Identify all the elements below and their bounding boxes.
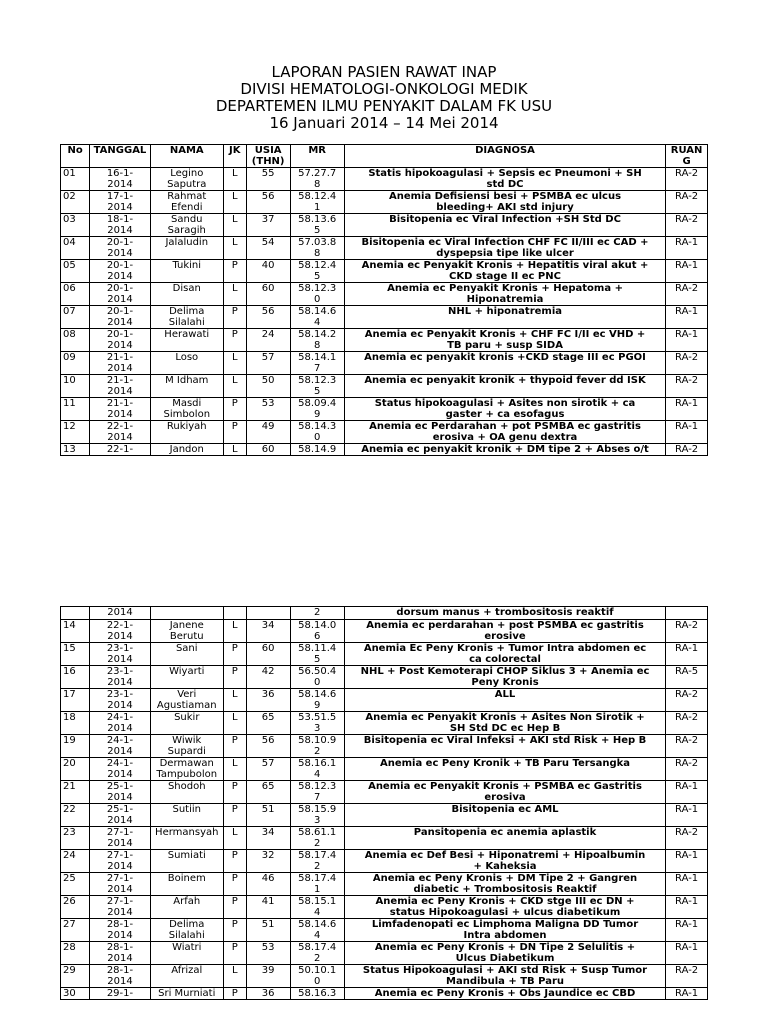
cell-mr: 58.12.3 7	[290, 781, 344, 804]
cell-nama: Veri Agustiaman	[150, 689, 223, 712]
table-row	[61, 666, 708, 689]
cell-usia: 40	[246, 260, 290, 283]
table-row	[61, 398, 708, 421]
cell-diagnosa: ALL	[344, 689, 665, 712]
cell-tanggal: 27-1- 2014	[90, 873, 151, 896]
cell-mr: 58.14.2 8	[290, 329, 344, 352]
cell-no: 26	[61, 896, 90, 919]
cell-jk: P	[223, 643, 246, 666]
cell-usia: 57	[246, 352, 290, 375]
cell-jk: P	[223, 873, 246, 896]
table-row	[61, 712, 708, 735]
cell-jk: P	[223, 398, 246, 421]
cell-mr: 58.16.3	[290, 988, 344, 1000]
cell-nama: Wiwik Supardi	[150, 735, 223, 758]
cell-jk: P	[223, 850, 246, 873]
cell-diagnosa: Anemia ec Peny Kronis + DN Tipe 2 Selulitis + Ulcus Diabetikum	[344, 942, 665, 965]
table-row	[61, 444, 708, 456]
cell-mr: 58.14.9	[290, 444, 344, 456]
cell-diagnosa: NHL + Post Kemoterapi CHOP Siklus 3 + Anemia ec Peny Kronis	[344, 666, 665, 689]
cell-usia	[246, 607, 290, 620]
cell-jk: P	[223, 781, 246, 804]
cell-diagnosa: Anemia ec Peny Kronis + CKD stge III ec DN + status Hipokoagulasi + ulcus diabetikum	[344, 896, 665, 919]
cell-tanggal: 23-1- 2014	[90, 643, 151, 666]
cell-usia: 46	[246, 873, 290, 896]
cell-mr: 58.17.4 1	[290, 873, 344, 896]
column-header-nama: NAMA	[150, 145, 223, 168]
cell-no: 12	[61, 421, 90, 444]
cell-mr: 58.12.3 5	[290, 375, 344, 398]
cell-mr: 58.11.4 5	[290, 643, 344, 666]
cell-diagnosa: Status hipokoagulasi + Asites non sirotik + ca gaster + ca esofagus	[344, 398, 665, 421]
cell-no: 09	[61, 352, 90, 375]
cell-usia: 37	[246, 214, 290, 237]
cell-tanggal: 24-1- 2014	[90, 735, 151, 758]
table-row	[61, 260, 708, 283]
cell-diagnosa: Anemia ec Penyakit Kronis + Hepatoma + Hiponatremia	[344, 283, 665, 306]
cell-tanggal: 21-1- 2014	[90, 352, 151, 375]
cell-no: 24	[61, 850, 90, 873]
cell-diagnosa: Anemia ec perdarahan + post PSMBA ec gastritis erosive	[344, 620, 665, 643]
column-header-usia: USIA (THN)	[246, 145, 290, 168]
table-row	[61, 352, 708, 375]
cell-nama: Hermansyah	[150, 827, 223, 850]
cell-tanggal: 21-1- 2014	[90, 398, 151, 421]
cell-jk: L	[223, 712, 246, 735]
cell-mr: 53.51.5 3	[290, 712, 344, 735]
cell-mr: 57.03.8 8	[290, 237, 344, 260]
cell-ruang: RA-2	[666, 620, 708, 643]
cell-diagnosa: Anemia ec Peny Kronik + TB Paru Tersangka	[344, 758, 665, 781]
cell-mr: 56.50.4 0	[290, 666, 344, 689]
cell-mr: 57.27.7 8	[290, 168, 344, 191]
cell-mr: 58.17.4 2	[290, 942, 344, 965]
column-header-tanggal: TANGGAL	[90, 145, 151, 168]
cell-usia: 50	[246, 375, 290, 398]
cell-tanggal: 22-1- 2014	[90, 620, 151, 643]
cell-ruang: RA-2	[666, 352, 708, 375]
cell-tanggal: 21-1- 2014	[90, 375, 151, 398]
cell-ruang: RA-1	[666, 398, 708, 421]
cell-ruang: RA-2	[666, 965, 708, 988]
cell-tanggal: 25-1- 2014	[90, 804, 151, 827]
cell-nama: Sandu Saragih	[150, 214, 223, 237]
cell-ruang: RA-1	[666, 781, 708, 804]
cell-diagnosa: Status Hipokoagulasi + AKI std Risk + Susp Tumor Mandibula + TB Paru	[344, 965, 665, 988]
table-header-row	[61, 145, 708, 168]
cell-tanggal: 18-1- 2014	[90, 214, 151, 237]
cell-tanggal: 16-1- 2014	[90, 168, 151, 191]
cell-ruang: RA-2	[666, 712, 708, 735]
cell-nama: Shodoh	[150, 781, 223, 804]
cell-no: 04	[61, 237, 90, 260]
cell-jk: L	[223, 444, 246, 456]
cell-ruang: RA-1	[666, 919, 708, 942]
cell-diagnosa: Bisitopenia ec Viral Infeksi + AKI std Risk + Hep B	[344, 735, 665, 758]
cell-no: 07	[61, 306, 90, 329]
table-row	[61, 306, 708, 329]
cell-mr: 50.10.1 0	[290, 965, 344, 988]
cell-mr: 58.14.3 0	[290, 421, 344, 444]
report-period: 16 Januari 2014 – 14 Mei 2014	[269, 114, 499, 132]
cell-ruang: RA-1	[666, 306, 708, 329]
cell-no: 29	[61, 965, 90, 988]
cell-diagnosa: Anemia ec penyakit kronik + DM tipe 2 + Abses o/t	[344, 444, 665, 456]
cell-mr: 58.10.9 2	[290, 735, 344, 758]
table-row	[61, 965, 708, 988]
cell-no: 17	[61, 689, 90, 712]
cell-mr: 58.09.4 9	[290, 398, 344, 421]
cell-ruang: RA-2	[666, 214, 708, 237]
cell-diagnosa: Statis hipokoagulasi + Sepsis ec Pneumoni + SH std DC	[344, 168, 665, 191]
cell-mr: 58.15.9 3	[290, 804, 344, 827]
cell-nama: Sutiin	[150, 804, 223, 827]
cell-mr: 58.14.6 4	[290, 306, 344, 329]
cell-usia: 39	[246, 965, 290, 988]
cell-jk: L	[223, 758, 246, 781]
table-row	[61, 421, 708, 444]
column-header-diagnosa: DIAGNOSA	[344, 145, 665, 168]
cell-ruang: RA-2	[666, 191, 708, 214]
cell-nama: Boinem	[150, 873, 223, 896]
table-row	[61, 329, 708, 352]
cell-usia: 36	[246, 988, 290, 1000]
cell-jk: L	[223, 689, 246, 712]
cell-ruang	[666, 607, 708, 620]
cell-tanggal: 20-1- 2014	[90, 306, 151, 329]
table-row	[61, 781, 708, 804]
cell-no: 22	[61, 804, 90, 827]
cell-nama: Delima Silalahi	[150, 919, 223, 942]
cell-mr: 58.12.4 1	[290, 191, 344, 214]
column-header-no: No	[61, 145, 90, 168]
cell-diagnosa: Anemia Defisiensi besi + PSMBA ec ulcus bleeding+ AKI std injury	[344, 191, 665, 214]
cell-nama: Jandon	[150, 444, 223, 456]
cell-usia: 34	[246, 620, 290, 643]
cell-mr: 58.16.1 4	[290, 758, 344, 781]
cell-diagnosa: dorsum manus + trombositosis reaktif	[344, 607, 665, 620]
cell-ruang: RA-2	[666, 283, 708, 306]
cell-ruang: RA-2	[666, 827, 708, 850]
cell-jk: L	[223, 168, 246, 191]
cell-jk: P	[223, 896, 246, 919]
cell-ruang: RA-2	[666, 689, 708, 712]
cell-usia: 53	[246, 942, 290, 965]
cell-no: 11	[61, 398, 90, 421]
table-row	[61, 873, 708, 896]
cell-nama: Arfah	[150, 896, 223, 919]
cell-jk: P	[223, 942, 246, 965]
table-row	[61, 758, 708, 781]
table-row	[61, 850, 708, 873]
cell-tanggal: 20-1- 2014	[90, 329, 151, 352]
cell-ruang: RA-2	[666, 375, 708, 398]
cell-no: 13	[61, 444, 90, 456]
cell-usia: 65	[246, 712, 290, 735]
column-header-mr: MR	[290, 145, 344, 168]
table-row	[61, 191, 708, 214]
cell-jk: P	[223, 306, 246, 329]
cell-nama: Sri Murniati	[150, 988, 223, 1000]
cell-nama: Afrizal	[150, 965, 223, 988]
cell-no: 03	[61, 214, 90, 237]
cell-diagnosa: Anemia ec Perdarahan + pot PSMBA ec gastritis erosiva + OA genu dextra	[344, 421, 665, 444]
cell-ruang: RA-1	[666, 237, 708, 260]
cell-nama: Dermawan Tampubolon	[150, 758, 223, 781]
table-row	[61, 620, 708, 643]
cell-ruang: RA-1	[666, 421, 708, 444]
cell-mr: 58.17.4 2	[290, 850, 344, 873]
cell-tanggal: 2014	[90, 607, 151, 620]
cell-tanggal: 24-1- 2014	[90, 712, 151, 735]
cell-tanggal: 22-1- 2014	[90, 421, 151, 444]
cell-no: 15	[61, 643, 90, 666]
cell-mr: 58.12.4 5	[290, 260, 344, 283]
cell-jk: P	[223, 919, 246, 942]
cell-ruang: RA-2	[666, 444, 708, 456]
cell-diagnosa: Bisitopenia ec Viral Infection +SH Std DC	[344, 214, 665, 237]
table-row	[61, 827, 708, 850]
cell-diagnosa: Bisitopenia ec AML	[344, 804, 665, 827]
cell-jk: L	[223, 237, 246, 260]
cell-usia: 60	[246, 444, 290, 456]
cell-no: 28	[61, 942, 90, 965]
table-row	[61, 375, 708, 398]
cell-mr: 58.15.1 4	[290, 896, 344, 919]
table-row	[61, 237, 708, 260]
cell-nama	[150, 607, 223, 620]
cell-mr: 58.61.1 2	[290, 827, 344, 850]
cell-usia: 41	[246, 896, 290, 919]
cell-nama: Sani	[150, 643, 223, 666]
cell-jk: P	[223, 735, 246, 758]
cell-nama: Rahmat Efendi	[150, 191, 223, 214]
cell-nama: Masdi Simbolon	[150, 398, 223, 421]
cell-ruang: RA-1	[666, 260, 708, 283]
table-row	[61, 168, 708, 191]
cell-usia: 56	[246, 306, 290, 329]
cell-diagnosa: Anemia ec Penyakit Kronis + PSMBA ec Gastritis erosiva	[344, 781, 665, 804]
cell-diagnosa: Anemia ec Peny Kronis + Obs Jaundice ec CBD	[344, 988, 665, 1000]
table-row	[61, 919, 708, 942]
cell-nama: Disan	[150, 283, 223, 306]
cell-ruang: RA-1	[666, 643, 708, 666]
cell-jk: P	[223, 804, 246, 827]
cell-nama: Wiatri	[150, 942, 223, 965]
cell-ruang: RA-1	[666, 896, 708, 919]
cell-tanggal: 22-1-	[90, 444, 151, 456]
cell-nama: Herawati	[150, 329, 223, 352]
cell-usia: 56	[246, 735, 290, 758]
cell-diagnosa: Anemia ec Peny Kronis + DM Tipe 2 + Gangren diabetic + Trombositosis Reaktif	[344, 873, 665, 896]
cell-tanggal: 20-1- 2014	[90, 283, 151, 306]
cell-tanggal: 20-1- 2014	[90, 260, 151, 283]
cell-ruang: RA-1	[666, 942, 708, 965]
cell-tanggal: 20-1- 2014	[90, 237, 151, 260]
cell-usia: 54	[246, 237, 290, 260]
cell-tanggal: 23-1- 2014	[90, 666, 151, 689]
table-row	[61, 804, 708, 827]
cell-no: 27	[61, 919, 90, 942]
cell-tanggal: 28-1- 2014	[90, 965, 151, 988]
cell-tanggal: 23-1- 2014	[90, 689, 151, 712]
table-row	[61, 896, 708, 919]
cell-ruang: RA-1	[666, 804, 708, 827]
patient-table-page-1	[60, 144, 708, 456]
cell-tanggal: 17-1- 2014	[90, 191, 151, 214]
report-title: LAPORAN PASIEN RAWAT INAP	[271, 63, 497, 81]
cell-no: 18	[61, 712, 90, 735]
patient-table-page-2	[60, 606, 708, 1000]
cell-no: 14	[61, 620, 90, 643]
cell-no: 20	[61, 758, 90, 781]
cell-diagnosa: Limfadenopati ec Limphoma Maligna DD Tumor Intra abdomen	[344, 919, 665, 942]
cell-tanggal: 27-1- 2014	[90, 850, 151, 873]
cell-usia: 34	[246, 827, 290, 850]
cell-diagnosa: Anemia ec penyakit kronik + thypoid fever dd ISK	[344, 375, 665, 398]
cell-tanggal: 25-1- 2014	[90, 781, 151, 804]
cell-jk: P	[223, 329, 246, 352]
cell-jk: L	[223, 827, 246, 850]
cell-no: 05	[61, 260, 90, 283]
cell-ruang: RA-2	[666, 758, 708, 781]
cell-diagnosa: NHL + hiponatremia	[344, 306, 665, 329]
table-row	[61, 689, 708, 712]
cell-nama: Tukini	[150, 260, 223, 283]
cell-jk: L	[223, 283, 246, 306]
cell-ruang: RA-5	[666, 666, 708, 689]
department-name: DEPARTEMEN ILMU PENYAKIT DALAM FK USU	[215, 97, 553, 115]
cell-diagnosa: Anemia ec Penyakit Kronis + Hepatitis viral akut + CKD stage II ec PNC	[344, 260, 665, 283]
cell-nama: Sumiati	[150, 850, 223, 873]
cell-no: 10	[61, 375, 90, 398]
cell-mr: 58.14.6 4	[290, 919, 344, 942]
table-row	[61, 942, 708, 965]
cell-usia: 42	[246, 666, 290, 689]
cell-usia: 56	[246, 191, 290, 214]
cell-usia: 60	[246, 643, 290, 666]
table-row	[61, 643, 708, 666]
cell-ruang: RA-1	[666, 329, 708, 352]
cell-tanggal: 27-1- 2014	[90, 827, 151, 850]
cell-no: 01	[61, 168, 90, 191]
cell-no: 06	[61, 283, 90, 306]
cell-jk: L	[223, 375, 246, 398]
cell-mr: 58.14.0 6	[290, 620, 344, 643]
cell-tanggal: 24-1- 2014	[90, 758, 151, 781]
cell-tanggal: 29-1-	[90, 988, 151, 1000]
cell-mr: 2	[290, 607, 344, 620]
division-name: DIVISI HEMATOLOGI-ONKOLOGI MEDIK	[240, 80, 528, 98]
cell-usia: 57	[246, 758, 290, 781]
cell-usia: 51	[246, 919, 290, 942]
table-row	[61, 988, 708, 1000]
report-header	[0, 64, 768, 132]
cell-no	[61, 607, 90, 620]
cell-jk: P	[223, 421, 246, 444]
cell-jk: L	[223, 214, 246, 237]
cell-jk: L	[223, 965, 246, 988]
cell-diagnosa: Anemia ec Penyakit Kronis + Asites Non Sirotik + SH Std DC ec Hep B	[344, 712, 665, 735]
cell-diagnosa: Anemia ec penyakit kronis +CKD stage III ec PGOI	[344, 352, 665, 375]
cell-nama: Sukir	[150, 712, 223, 735]
cell-nama: Rukiyah	[150, 421, 223, 444]
cell-usia: 65	[246, 781, 290, 804]
cell-mr: 58.12.3 0	[290, 283, 344, 306]
cell-jk: P	[223, 260, 246, 283]
cell-mr: 58.13.6 5	[290, 214, 344, 237]
cell-jk	[223, 607, 246, 620]
cell-usia: 51	[246, 804, 290, 827]
cell-ruang: RA-2	[666, 168, 708, 191]
cell-nama: Delima Silalahi	[150, 306, 223, 329]
cell-tanggal: 27-1- 2014	[90, 896, 151, 919]
cell-no: 16	[61, 666, 90, 689]
cell-nama: Jalaludin	[150, 237, 223, 260]
cell-usia: 36	[246, 689, 290, 712]
cell-usia: 24	[246, 329, 290, 352]
cell-mr: 58.14.1 7	[290, 352, 344, 375]
cell-no: 08	[61, 329, 90, 352]
cell-ruang: RA-1	[666, 873, 708, 896]
cell-nama: Wiyarti	[150, 666, 223, 689]
cell-tanggal: 28-1- 2014	[90, 919, 151, 942]
cell-jk: P	[223, 988, 246, 1000]
column-header-ruang: RUAN G	[666, 145, 708, 168]
cell-usia: 53	[246, 398, 290, 421]
cell-jk: L	[223, 191, 246, 214]
cell-nama: Legino Saputra	[150, 168, 223, 191]
table-row	[61, 607, 708, 620]
cell-jk: P	[223, 666, 246, 689]
cell-diagnosa: Pansitopenia ec anemia aplastik	[344, 827, 665, 850]
cell-usia: 32	[246, 850, 290, 873]
cell-nama: Loso	[150, 352, 223, 375]
column-header-jk: JK	[223, 145, 246, 168]
table-row	[61, 283, 708, 306]
cell-diagnosa: Anemia Ec Peny Kronis + Tumor Intra abdomen ec ca colorectal	[344, 643, 665, 666]
cell-ruang: RA-2	[666, 735, 708, 758]
cell-mr: 58.14.6 9	[290, 689, 344, 712]
cell-nama: Janene Berutu	[150, 620, 223, 643]
cell-no: 19	[61, 735, 90, 758]
cell-ruang: RA-1	[666, 988, 708, 1000]
cell-tanggal: 28-1- 2014	[90, 942, 151, 965]
cell-no: 30	[61, 988, 90, 1000]
cell-nama: M Idham	[150, 375, 223, 398]
table-row	[61, 214, 708, 237]
cell-no: 02	[61, 191, 90, 214]
cell-diagnosa: Bisitopenia ec Viral Infection CHF FC II/III ec CAD + dyspepsia tipe like ulcer	[344, 237, 665, 260]
cell-usia: 49	[246, 421, 290, 444]
cell-no: 23	[61, 827, 90, 850]
cell-jk: L	[223, 620, 246, 643]
cell-diagnosa: Anemia ec Penyakit Kronis + CHF FC I/II ec VHD + TB paru + susp SIDA	[344, 329, 665, 352]
table-row	[61, 735, 708, 758]
cell-usia: 55	[246, 168, 290, 191]
cell-ruang: RA-1	[666, 850, 708, 873]
cell-usia: 60	[246, 283, 290, 306]
cell-jk: L	[223, 352, 246, 375]
cell-no: 25	[61, 873, 90, 896]
cell-diagnosa: Anemia ec Def Besi + Hiponatremi + Hipoalbumin + Kaheksia	[344, 850, 665, 873]
cell-no: 21	[61, 781, 90, 804]
